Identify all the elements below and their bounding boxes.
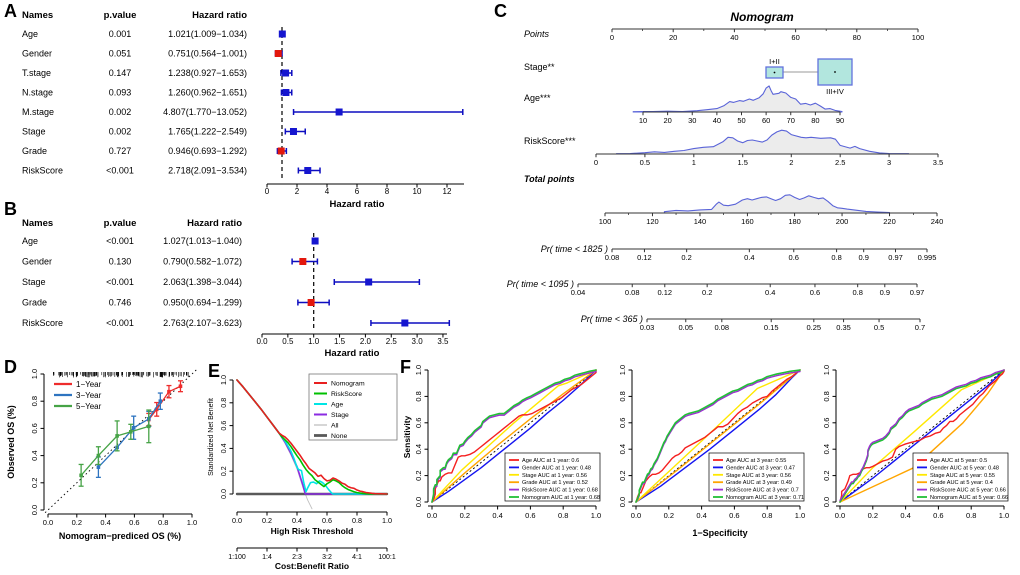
legend-label: RiskScore (331, 391, 362, 398)
x-tick-label: 3.5 (437, 337, 449, 346)
axis-tick-label: 40 (712, 116, 722, 125)
axis-tick-label: 0.5 (639, 158, 651, 167)
hr-point (279, 31, 286, 38)
y-tick-label: 0.8 (822, 391, 831, 402)
y-tick-label: 0.0 (822, 496, 831, 508)
axis-tick-label: 0.08 (714, 323, 730, 332)
col-header-pvalue: p.value (103, 10, 137, 21)
axis-tick-label: 0.7 (914, 323, 926, 332)
y-tick-label: 0.6 (30, 423, 39, 434)
x-tick-label: 0.0 (834, 511, 846, 520)
y-tick-label: 0.0 (414, 496, 423, 508)
row-pvalue: <0.001 (106, 277, 134, 287)
axis-tick-label: 0.08 (624, 288, 640, 297)
legend-label: Age AUC at 3 year: 0.55 (726, 458, 787, 464)
axis-tick-label: 0.8 (852, 288, 863, 297)
row-hr-ci: 1.027(1.013−1.040) (163, 236, 242, 246)
panel-e-label: E (208, 361, 221, 381)
row-name: Stage (22, 126, 46, 137)
y-tick-label: 0.4 (30, 450, 39, 461)
calibration-point (129, 430, 133, 434)
row-name: N.stage (22, 87, 54, 98)
hr-point (304, 167, 311, 174)
row-hr-ci: 4.807(1.770−13.052) (163, 107, 247, 117)
legend-label: Stage AUC at 1 year: 0.56 (522, 472, 587, 479)
nomogram-row-label: Pr( time < 1825 ) (540, 244, 608, 254)
legend-label: Gender AUC at 1 year: 0.48 (522, 465, 592, 472)
cost-tick-label: 2:3 (292, 554, 302, 561)
row-pvalue: 0.001 (108, 29, 132, 39)
x-tick-label: 0.2 (71, 518, 83, 527)
y-tick-label: 0.2 (219, 466, 228, 477)
legend-label: Nomogram (331, 380, 365, 388)
x-tick-label: 0.4 (100, 518, 111, 527)
y-tick-label: 0.0 (30, 504, 39, 516)
row-pvalue: 0.051 (108, 48, 132, 59)
calibration-point (147, 425, 151, 429)
axis-tick-label: 0.2 (701, 288, 713, 297)
x-tick-label: 0.5 (282, 337, 294, 346)
hr-point (282, 70, 289, 77)
row-pvalue: 0.130 (108, 256, 132, 267)
axis-tick-label: 40 (730, 33, 739, 42)
row-pvalue: 0.746 (108, 297, 132, 308)
nomogram-row-label: RiskScore*** (524, 136, 576, 146)
axis-tick-label: 0.2 (681, 253, 692, 262)
axis-tick-label: 3.5 (932, 158, 944, 167)
row-hr-ci: 0.946(0.693−1.292) (168, 146, 247, 156)
nomogram-row-label: Age*** (524, 93, 551, 103)
row-hr-ci: 1.021(1.009−1.034) (168, 29, 247, 39)
legend-label: Age AUC at 5 year: 0.5 (930, 458, 988, 464)
axis-tick-label: 0.25 (806, 323, 822, 332)
hr-point (308, 299, 315, 306)
y-tick-label: 0.4 (618, 443, 627, 455)
legend-label: RiskScore AUC at 3 year: 0.7 (726, 487, 799, 494)
axis-tick-label: 60 (791, 33, 800, 42)
col-header-names: Names (22, 10, 54, 21)
row-pvalue: 0.002 (108, 126, 132, 137)
cost-tick-label: 4:1 (352, 554, 362, 561)
x-tick-label: 1.0 (590, 511, 602, 520)
stage-level-label: III+IV (826, 87, 844, 96)
hr-point (365, 279, 372, 286)
x-tick-label: 0.2 (262, 516, 272, 525)
row-hr-ci: 0.950(0.694−1.299) (163, 297, 242, 308)
y-tick-label: 0.8 (414, 391, 423, 402)
legend-label: Stage AUC at 5 year: 0.55 (930, 472, 995, 479)
axis-tick-label: 220 (883, 217, 896, 226)
axis-tick-label: 70 (786, 116, 795, 125)
panel-d-label: D (4, 357, 17, 377)
axis-tick-label: 2.5 (834, 158, 846, 167)
y-tick-label: 0.8 (219, 397, 228, 408)
row-pvalue: 0.147 (108, 68, 132, 78)
legend-label: 1−Year (76, 379, 102, 389)
y-axis-label: Observed OS (%) (6, 405, 16, 479)
hr-point (275, 50, 282, 57)
nomogram-row-label: Stage** (524, 62, 555, 72)
axis-tick-label: 100 (911, 33, 925, 42)
axis-tick-label: 0.9 (858, 253, 869, 262)
hr-point (401, 320, 408, 327)
y-tick-label: 1.0 (618, 364, 627, 376)
x-tick-label: 0.6 (525, 511, 536, 520)
row-name: Grade (22, 297, 48, 308)
hr-point (290, 128, 297, 135)
row-hr-ci: 2.763(2.107−3.623) (163, 318, 242, 328)
axis-tick-label: 0.8 (831, 253, 842, 262)
x-tick-label: 0.0 (42, 518, 54, 527)
x-axis-label: 1−Specificity (692, 528, 748, 538)
density-curve (633, 86, 842, 112)
legend-label: None (331, 433, 348, 440)
axis-tick-label: 1.5 (737, 158, 748, 167)
row-name: M.stage (22, 107, 55, 117)
x-tick-label: 1.0 (308, 337, 320, 346)
axis-tick-label: 0.4 (744, 253, 755, 262)
axis-tick-label: 0.6 (788, 253, 799, 262)
row-pvalue: 0.093 (108, 87, 132, 98)
axis-tick-label: 80 (852, 33, 861, 42)
calibration-point (167, 390, 171, 394)
panel-a-forest-plot (0, 0, 490, 215)
axis-tick-label: 80 (811, 116, 820, 125)
y-tick-label: 0.4 (219, 443, 228, 454)
axis-tick-label: 100 (598, 217, 612, 226)
axis-tick-label: 200 (835, 217, 849, 226)
legend-label: RiskScore AUC at 1 year: 0.68 (522, 487, 598, 494)
x-tick-label: 0.0 (256, 337, 268, 346)
nomogram-title: Nomogram (730, 10, 794, 24)
panel-b-forest-plot (0, 200, 490, 360)
legend-label: Grade AUC at 3 year: 0.49 (726, 480, 792, 487)
panel-c-label: C (494, 1, 507, 21)
row-pvalue: 0.002 (108, 107, 132, 117)
x-tick-label: 0.8 (157, 518, 169, 527)
axis-tick-label: 0.5 (873, 323, 885, 332)
x-tick-label: 0.6 (933, 511, 944, 520)
calibration-line-1-Year (149, 386, 181, 419)
legend-label: Grade AUC at 5 year: 0.4 (930, 480, 993, 487)
row-hr-ci: 1.238(0.927−1.653) (168, 68, 247, 78)
x-tick-label: 0.6 (729, 511, 740, 520)
y-tick-label: 0.0 (618, 496, 627, 508)
x-tick-label: 2.0 (359, 337, 371, 346)
y-tick-label: 0.8 (618, 391, 627, 402)
x-tick-label: 0.4 (492, 511, 503, 520)
row-name: T.stage (22, 68, 52, 78)
calibration-point (115, 434, 119, 438)
axis-tick-label: 120 (646, 217, 659, 226)
x-tick-label: 8 (384, 187, 390, 196)
ideal-diagonal (45, 370, 196, 513)
y-tick-label: 0.6 (822, 417, 831, 429)
stage-box-dot (834, 71, 836, 73)
calibration-point (132, 426, 136, 430)
axis-tick-label: 0 (593, 158, 599, 167)
axis-tick-label: 10 (638, 116, 648, 125)
row-pvalue: <0.001 (106, 318, 134, 328)
y-tick-label: 0.2 (30, 477, 39, 489)
row-hr-ci: 0.751(0.564−1.001) (168, 48, 247, 59)
row-pvalue: <0.001 (106, 236, 134, 246)
axis-tick-label: 0.04 (570, 288, 586, 297)
row-hr-ci: 2.718(2.091−3.534) (168, 165, 247, 176)
hr-point (312, 238, 319, 245)
calibration-point (79, 474, 83, 478)
axis-tick-label: 0.12 (657, 288, 673, 297)
axis-tick-label: 2 (789, 158, 794, 167)
legend-label: Nomogram AUC at 1 year: 0.68 (522, 495, 601, 501)
hr-point (299, 258, 306, 265)
x-tick-label: 0.0 (630, 511, 642, 520)
col-header-pvalue: p.value (103, 218, 137, 229)
y-tick-label: 1.0 (219, 375, 228, 385)
x-tick-label: 6 (354, 187, 360, 196)
axis-tick-label: 0.15 (763, 323, 779, 332)
panel-d-calibration (0, 358, 205, 575)
cost-tick-label: 1:4 (262, 554, 272, 561)
legend-label: RiskScore AUC at 5 year: 0.66 (930, 487, 1006, 494)
x-tick-label: 1.0 (186, 518, 198, 527)
row-pvalue: 0.727 (108, 146, 132, 156)
hr-point (278, 148, 285, 155)
row-pvalue: <0.001 (106, 165, 134, 176)
cost-tick-label: 100:1 (378, 554, 396, 561)
axis-tick-label: 240 (930, 217, 944, 226)
cost-axis-label: Cost:Benefit Ratio (274, 561, 350, 571)
axis-tick-label: 0.995 (917, 253, 937, 262)
x-tick-label: 0.8 (761, 511, 773, 520)
axis-tick-label: 0.97 (909, 288, 925, 297)
density-curve (664, 195, 889, 213)
axis-tick-label: 180 (788, 217, 801, 226)
axis-tick-label: 30 (688, 116, 697, 125)
y-tick-label: 1.0 (30, 368, 39, 380)
y-tick-label: 0.8 (30, 395, 39, 407)
axis-tick-label: 1 (691, 158, 696, 167)
row-hr-ci: 0.790(0.582−1.072) (163, 256, 242, 267)
x-tick-label: 0.4 (292, 516, 302, 525)
stage-box-dot (774, 72, 776, 74)
x-tick-label: 0.0 (426, 511, 438, 520)
x-axis-label: High Risk Threshold (270, 526, 354, 536)
legend-label: Age (331, 401, 344, 409)
col-header-hazard-ratio: Hazard ratio (187, 218, 242, 229)
row-name: RiskScore (22, 318, 64, 328)
x-tick-label: 0.8 (965, 511, 977, 520)
axis-tick-label: 140 (693, 217, 707, 226)
x-tick-label: 1.5 (333, 337, 346, 346)
col-header-names: Names (22, 218, 54, 229)
row-name: RiskScore (22, 165, 64, 176)
x-tick-label: 1.0 (382, 516, 392, 525)
y-tick-label: 0.6 (219, 420, 228, 431)
row-name: Age (22, 29, 39, 39)
x-tick-label: 0.8 (557, 511, 569, 520)
row-name: Gender (22, 256, 53, 267)
axis-tick-label: 0.03 (639, 323, 655, 332)
panel-f-roc-curves (400, 358, 1020, 575)
nomogram-row-label: Pr( time < 1095 ) (506, 279, 574, 289)
calibration-point (179, 384, 183, 388)
x-axis-label: Hazard ratio (329, 199, 385, 210)
x-tick-label: 4 (324, 187, 330, 196)
legend-label: Stage AUC at 3 year: 0.56 (726, 472, 791, 479)
y-tick-label: 0.2 (822, 470, 831, 481)
y-axis-label: Standardized Net Benefit (208, 398, 215, 476)
legend-label: Nomogram AUC at 3 year: 0.71 (726, 495, 805, 501)
row-hr-ci: 1.765(1.222−2.549) (168, 126, 247, 137)
y-axis-label: Sensitivity (402, 415, 412, 459)
legend-label: Nomogram AUC at 5 year: 0.66 (930, 495, 1009, 501)
axis-tick-label: 20 (669, 33, 678, 42)
cost-tick-label: 1:100 (228, 554, 246, 561)
legend-label: All (331, 422, 339, 430)
x-tick-label: 0.2 (663, 511, 675, 520)
axis-tick-label: 0.05 (678, 323, 694, 332)
row-name: Age (22, 236, 39, 246)
y-tick-label: 1.0 (822, 364, 831, 376)
y-tick-label: 0.2 (414, 470, 423, 481)
stage-level-label: I+II (769, 57, 780, 66)
axis-tick-label: 0.08 (604, 253, 620, 262)
row-hr-ci: 1.260(0.962−1.651) (168, 87, 247, 98)
axis-tick-label: 160 (741, 217, 754, 226)
row-hr-ci: 2.063(1.398−3.044) (163, 277, 242, 287)
y-tick-label: 0.4 (822, 443, 831, 455)
calibration-point (97, 454, 101, 458)
x-tick-label: 0.8 (352, 516, 362, 525)
axis-tick-label: 50 (737, 116, 746, 125)
x-tick-label: 12 (442, 187, 452, 196)
axis-tick-label: 0.12 (637, 253, 652, 262)
x-tick-label: 2 (294, 187, 300, 196)
nomogram-row-label: Pr( time < 365 ) (580, 314, 643, 324)
x-tick-label: 0.6 (129, 518, 140, 527)
hr-point (336, 109, 343, 116)
legend-label: 5−Year (76, 401, 102, 411)
axis-tick-label: 90 (835, 116, 845, 125)
axis-tick-label: 0.6 (809, 288, 821, 297)
y-tick-label: 0.6 (414, 417, 423, 429)
cost-tick-label: 3:2 (322, 554, 332, 561)
panel-e-decision-curve (203, 358, 403, 575)
legend-label: 3−Year (76, 390, 102, 400)
y-tick-label: 0.0 (219, 489, 228, 499)
dca-curve-All (237, 380, 312, 509)
row-name: Gender (22, 48, 53, 59)
nomogram-row-label: Points (524, 29, 550, 39)
legend-label: Gender AUC at 3 year: 0.47 (726, 465, 796, 472)
panel-c-nomogram (490, 0, 1020, 358)
axis-tick-label: 20 (663, 116, 672, 125)
x-tick-label: 0.4 (900, 511, 911, 520)
x-tick-label: 0.4 (696, 511, 707, 520)
calibration-point (159, 399, 163, 403)
axis-tick-label: 0.35 (836, 323, 851, 332)
axis-tick-label: 0.9 (879, 288, 891, 297)
row-name: Stage (22, 277, 46, 287)
x-tick-label: 1.0 (794, 511, 806, 520)
x-tick-label: 0.2 (459, 511, 471, 520)
axis-tick-label: 0 (609, 33, 615, 42)
x-tick-label: 0.6 (322, 516, 332, 525)
panel-f-label: F (400, 357, 411, 377)
y-tick-label: 0.6 (618, 417, 627, 429)
calibration-point (97, 465, 101, 469)
legend-label: Stage (331, 412, 349, 419)
hr-point (282, 89, 289, 96)
x-tick-label: 0.0 (232, 516, 242, 525)
x-tick-label: 3.0 (411, 337, 423, 346)
row-name: Grade (22, 146, 48, 156)
nomogram-row-label: Total points (524, 174, 575, 184)
axis-tick-label: 60 (761, 116, 771, 125)
x-tick-label: 0.2 (867, 511, 879, 520)
x-axis-label: Nomogram−prediced OS (%) (58, 531, 182, 541)
x-axis-label: Hazard ratio (324, 348, 380, 359)
legend-label: Gender AUC at 5 year: 0.48 (930, 465, 1000, 472)
panel-b-label: B (4, 199, 17, 219)
axis-tick-label: 0.97 (888, 253, 903, 262)
panel-a-label: A (4, 1, 17, 21)
legend-label: Age AUC at 1 year: 0.6 (522, 458, 580, 464)
density-curve (617, 130, 909, 154)
y-tick-label: 1.0 (414, 364, 423, 376)
x-tick-label: 10 (412, 187, 422, 196)
legend-label: Grade AUC at 1 year: 0.52 (522, 480, 588, 487)
y-tick-label: 0.2 (618, 470, 627, 481)
col-header-hazard-ratio: Hazard ratio (192, 10, 247, 21)
axis-tick-label: 3 (887, 158, 892, 167)
x-tick-label: 0 (264, 187, 270, 196)
x-tick-label: 2.5 (385, 337, 397, 346)
y-tick-label: 0.4 (414, 443, 423, 455)
axis-tick-label: 0.4 (764, 288, 776, 297)
x-tick-label: 1.0 (998, 511, 1010, 520)
